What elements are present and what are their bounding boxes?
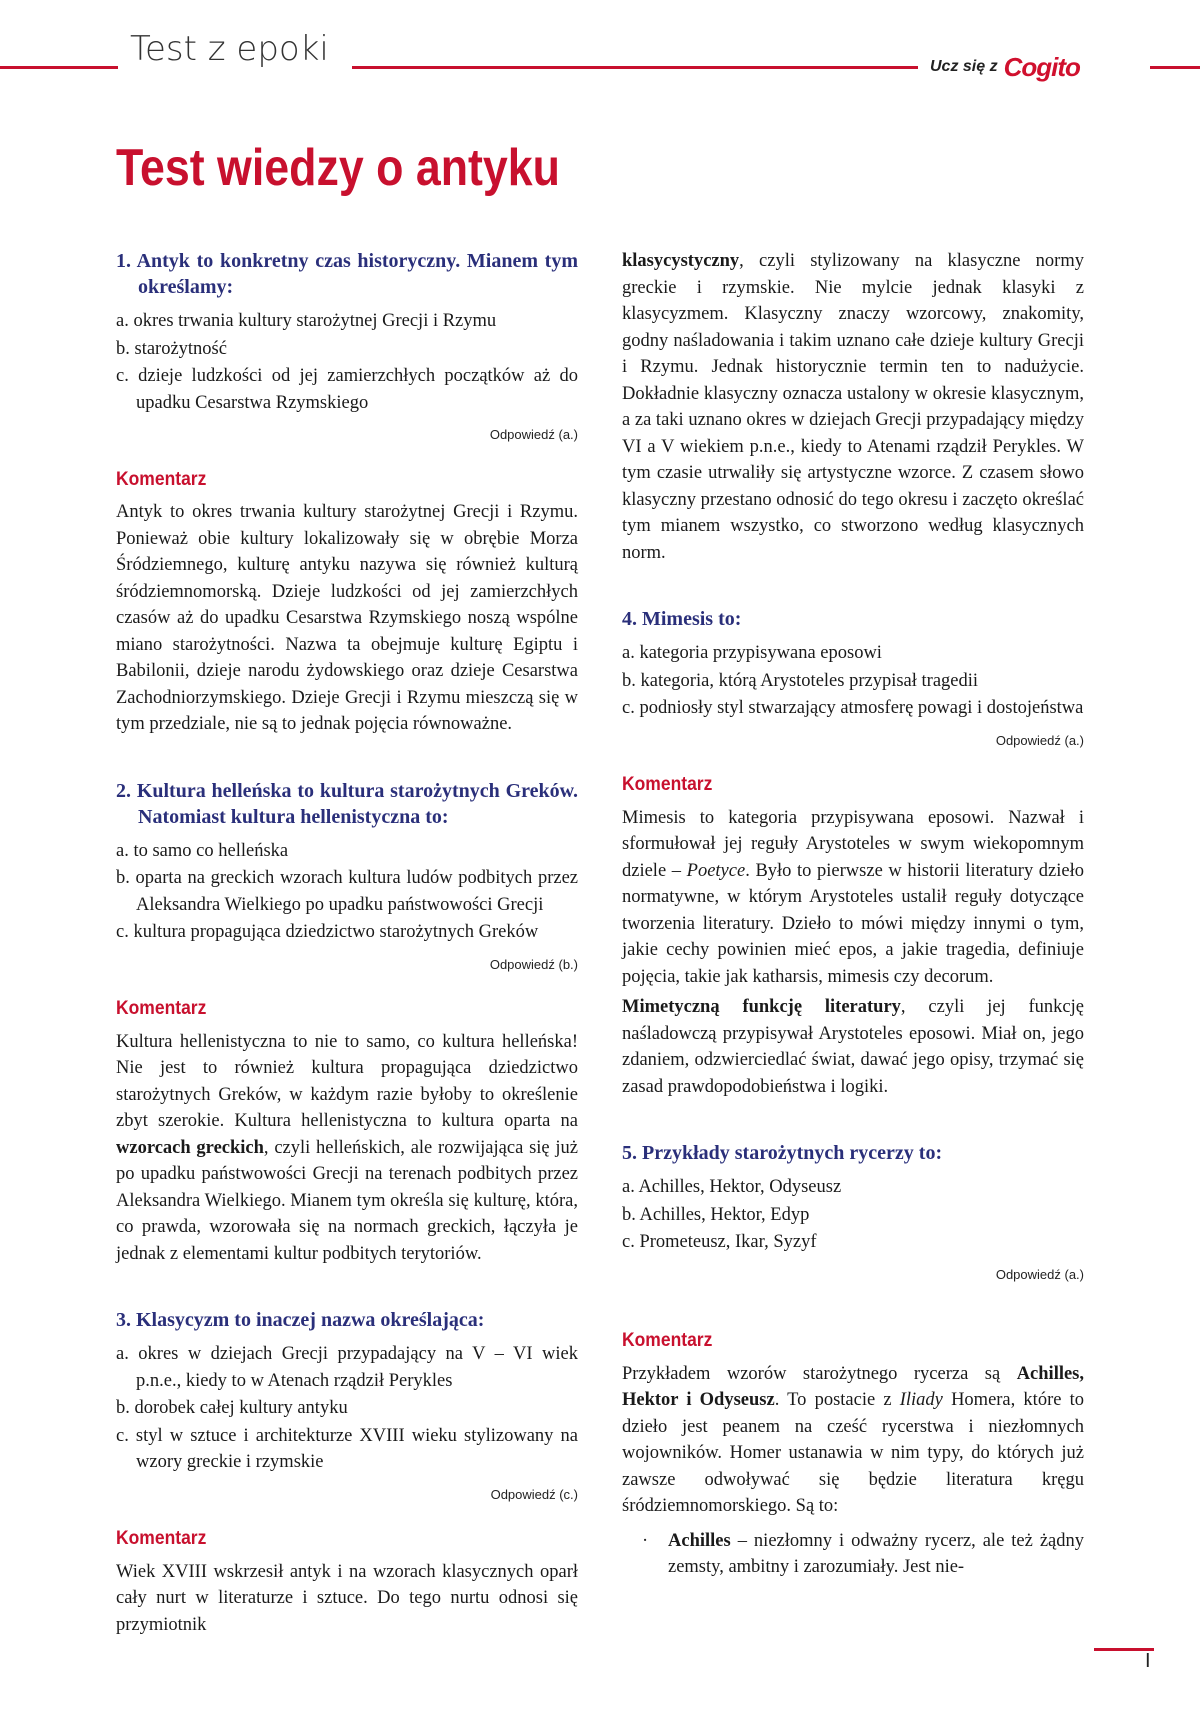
- komentarz-label: Komentarz: [622, 774, 713, 795]
- option-b: b. kategoria, którą Arystoteles przypisał tragedii: [622, 670, 979, 691]
- komentarz-text: Kultura hellenistyczna to nie to samo, co kultura helleńska! Nie jest to również kultura propagująca dziedzictwo starożytnych Greków, w każdym razie byłoby to określenie zbyt szerokie. Kultura hellenistyczna to kultura oparta na: [116, 1031, 578, 1131]
- komentarz-text: , czyli jej funkcję naśladowczą przypisywał Arystoteles eposowi. Miał on, jego zdaniem, odzwierciedlać świat, dawać jego opisy, trzymać się zasad prawdopodobieństwa i logiki.: [622, 997, 1084, 1097]
- header-rule-middle: [352, 66, 918, 69]
- question-3-answer: Odpowiedź (c.): [490, 1486, 578, 1502]
- komentarz-label: Komentarz: [622, 1330, 713, 1351]
- brand-logo-block: [930, 52, 1080, 82]
- character-list: [622, 1528, 1084, 1581]
- option-a: a. kategoria przypisywana eposowi: [622, 643, 882, 663]
- brand-prefix: Ucz się z: [930, 58, 998, 75]
- option-b: b. oparta na greckich wzorach kultura ludów podbitych przez Aleksandra Wielkiego po upadku państwowości Grecji: [116, 868, 578, 915]
- komentarz-text: . To postacie z: [774, 1390, 892, 1410]
- option-c: c. dzieje ludzkości od jej zamierzchłych początków aż do upadku Cesarstwa Rzymskiego: [116, 366, 578, 413]
- question-5: [622, 1140, 1084, 1581]
- question-4-komentarz-2: [622, 994, 1084, 1100]
- question-5-komentarz: [622, 1361, 1084, 1520]
- option-a: a. to samo co helleńska: [116, 840, 289, 861]
- komentarz-title: Poetyce: [686, 860, 746, 881]
- question-4-options: [622, 640, 1084, 722]
- komentarz-text: , czyli helleńskich, ale rozwijająca się już po upadku państwowości Grecji na terenach podbitych przez Aleksandra Wielkiego. Mianem tym określa się kulturę, która, co prawda, wzorowała się na normach greckich, łączyła je jednak z elementami kultur podbitych terytoriów.: [116, 1137, 578, 1264]
- option-a: a. okres trwania kultury starożytnej Grecji i Rzymu: [116, 311, 497, 331]
- question-5-options: [622, 1174, 1084, 1256]
- option-c: c. podniosły styl stwarzający atmosferę powagi i dostojeństwa: [622, 698, 1084, 718]
- question-1-answer: Odpowiedź (a.): [489, 427, 578, 442]
- option-a: a. Achilles, Hektor, Odyseusz: [622, 1177, 842, 1197]
- komentarz-text: Przykładem wzorów starożytnego rycerza są: [622, 1363, 1001, 1384]
- komentarz-label: Komentarz: [116, 468, 207, 490]
- komentarz-emphasis: Achilles, Hektor i Odyseusz: [622, 1363, 1085, 1410]
- komentarz-emphasis: Mimetyczną funkcję literatury: [622, 997, 901, 1017]
- question-3: [116, 1307, 578, 1638]
- komentarz-text: , czyli stylizowany na klasyczne normy greckie i rzymskie. Nie mylcie jednak klasyki z klasycyzmem. Klasyczny znaczy wzorcowy, znakomity, godny naśladowania i takim uznano całe dzieje kultury Grecji i Rzymu. Jednak historycznie termin ten to nadużycie. Dokładnie klasyczny oznacza ustalony w okresie klasycznym, a za taki uznano okres w dziejach Grecji przypadający między VI a V wiekiem p.n.e., kiedy to Atenami rządził Perykles. W tym czasie utrwaliły się artystyczne wzorce. Z czasem słowo klasyczny przestano odnosić do tego okresu i zaczęto określać tym mianem wszystko, co stworzono według klasycznych norm.: [622, 251, 1084, 563]
- question-4: [622, 606, 1084, 1100]
- komentarz-text: . Było to pierwsze w historii literatury dzieło normatywne, w którym Arystoteles ustalił reguły dotyczące tworzenia literatury. Dzieło to mówi między innymi o tym, jakie cechy powinien mieć epos, a jakie tragedia, definiuje pojęcia, takie jak katharsis, mimesis czy decorum.: [622, 860, 1085, 987]
- question-3-options: [116, 1341, 578, 1476]
- komentarz-label: Komentarz: [116, 998, 207, 1019]
- question-5-text: 5. Przykłady starożytnych rycerzy to:: [622, 1142, 943, 1164]
- brand-logo: Cogito: [1003, 51, 1080, 82]
- question-2: [116, 778, 578, 1268]
- question-5-answer: Odpowiedź (a.): [995, 1266, 1084, 1282]
- section-title: Test z epoki: [130, 29, 329, 69]
- komentarz-text: Mimesis to kategoria przypisywana eposowi. Nazwał i sformułował jej reguły Arystoteles w swym wiekopomnym dziele –: [622, 807, 1084, 881]
- question-2-komentarz: [116, 1029, 578, 1268]
- option-b: b. dorobek całej kultury antyku: [116, 1398, 348, 1418]
- question-1-komentarz: Antyk to okres trwania kultury starożytnej Grecji i Rzymu. Ponieważ obie kultury lokalizowały się w obrębie Morza Śródziemnego, kulturę antyku nazywa się również kulturą śródziemnomorską. Dzieje ludzkości od jej zamierzchłych czasów aż do upadku Cesarstwa Rzymskiego noszą wspólne miano starożytności. Nazwa ta obejmuje kulturę Egiptu i Babilonii, dzieje narodu żydowskiego oraz dzieje Cesarstwa Zachodniorzymskiego. Dzieje Grecji i Rzymu mieszczą się w tym przedziale, nie są to jednak pojęcia równoważne.: [116, 502, 578, 734]
- komentarz-emphasis: wzorcach greckich: [116, 1137, 264, 1158]
- right-column: [622, 248, 1084, 1581]
- question-3-text: 3. Klasycyzm to inaczej nazwa określająca:: [116, 1309, 485, 1331]
- header-rule-left: [0, 66, 118, 69]
- question-1-options: [116, 308, 578, 416]
- option-b: b. starożytność: [116, 338, 227, 359]
- left-column: [116, 248, 578, 1642]
- komentarz-title: Iliady: [899, 1390, 943, 1410]
- komentarz-text: Homera, które to dzieło jest peanem na cześć rycerstwa i niezłomnych wojowników. Homer ustanawia w nim typy, do których już zawsze odwoływać się będzie literatura kręgu śródziemnomorskiego. Są to:: [622, 1390, 1085, 1516]
- option-a: a. okres w dziejach Grecji przypadający na V – VI wiek p.n.e., kiedy to w Atenach rządził Perykles: [116, 1344, 578, 1391]
- question-4-komentarz: [622, 805, 1084, 991]
- bullet-icon: ·: [642, 1530, 649, 1551]
- question-2-answer: Odpowiedź (b.): [489, 956, 578, 972]
- list-item: [642, 1528, 1084, 1581]
- question-1-text: 1. Antyk to konkretny czas historyczny. Mianem tym określamy:: [116, 250, 578, 298]
- header-rule-right: [1150, 66, 1200, 69]
- question-2-options: [116, 838, 578, 946]
- list-item-text: – niezłomny i odważny rycerz, ale też żądny zemsty, ambitny i zarozumiały. Jest nie-: [668, 1530, 1084, 1577]
- komentarz-label: Komentarz: [116, 1528, 207, 1549]
- question-3-komentarz-continued: [622, 248, 1084, 566]
- option-c: c. Prometeusz, Ikar, Syzyf: [622, 1232, 817, 1252]
- question-4-text: 4. Mimesis to:: [622, 608, 742, 630]
- page-title: Test wiedzy o antyku: [116, 139, 561, 197]
- page-number: I: [1145, 1650, 1151, 1672]
- question-1: [116, 248, 578, 738]
- option-c: c. styl w sztuce i architekturze XVIII wieku stylizowany na wzory greckie i rzymskie: [116, 1425, 578, 1472]
- question-4-answer: Odpowiedź (a.): [995, 732, 1084, 748]
- list-item-term: Achilles: [668, 1530, 731, 1551]
- question-3-komentarz-start: Wiek XVIII wskrzesił antyk i na wzorach klasycznych oparł cały nurt w literaturze i sztuce. Do tego nurtu odnosi się przymiotnik: [116, 1561, 578, 1635]
- komentarz-emphasis: klasycystyczny: [622, 251, 740, 271]
- question-2-text: 2. Kultura helleńska to kultura starożytnych Greków. Natomiast kultura hellenistyczna to:: [116, 779, 578, 828]
- option-b: b. Achilles, Hektor, Edyp: [622, 1204, 810, 1225]
- option-c: c. kultura propagująca dziedzictwo starożytnych Greków: [116, 922, 539, 942]
